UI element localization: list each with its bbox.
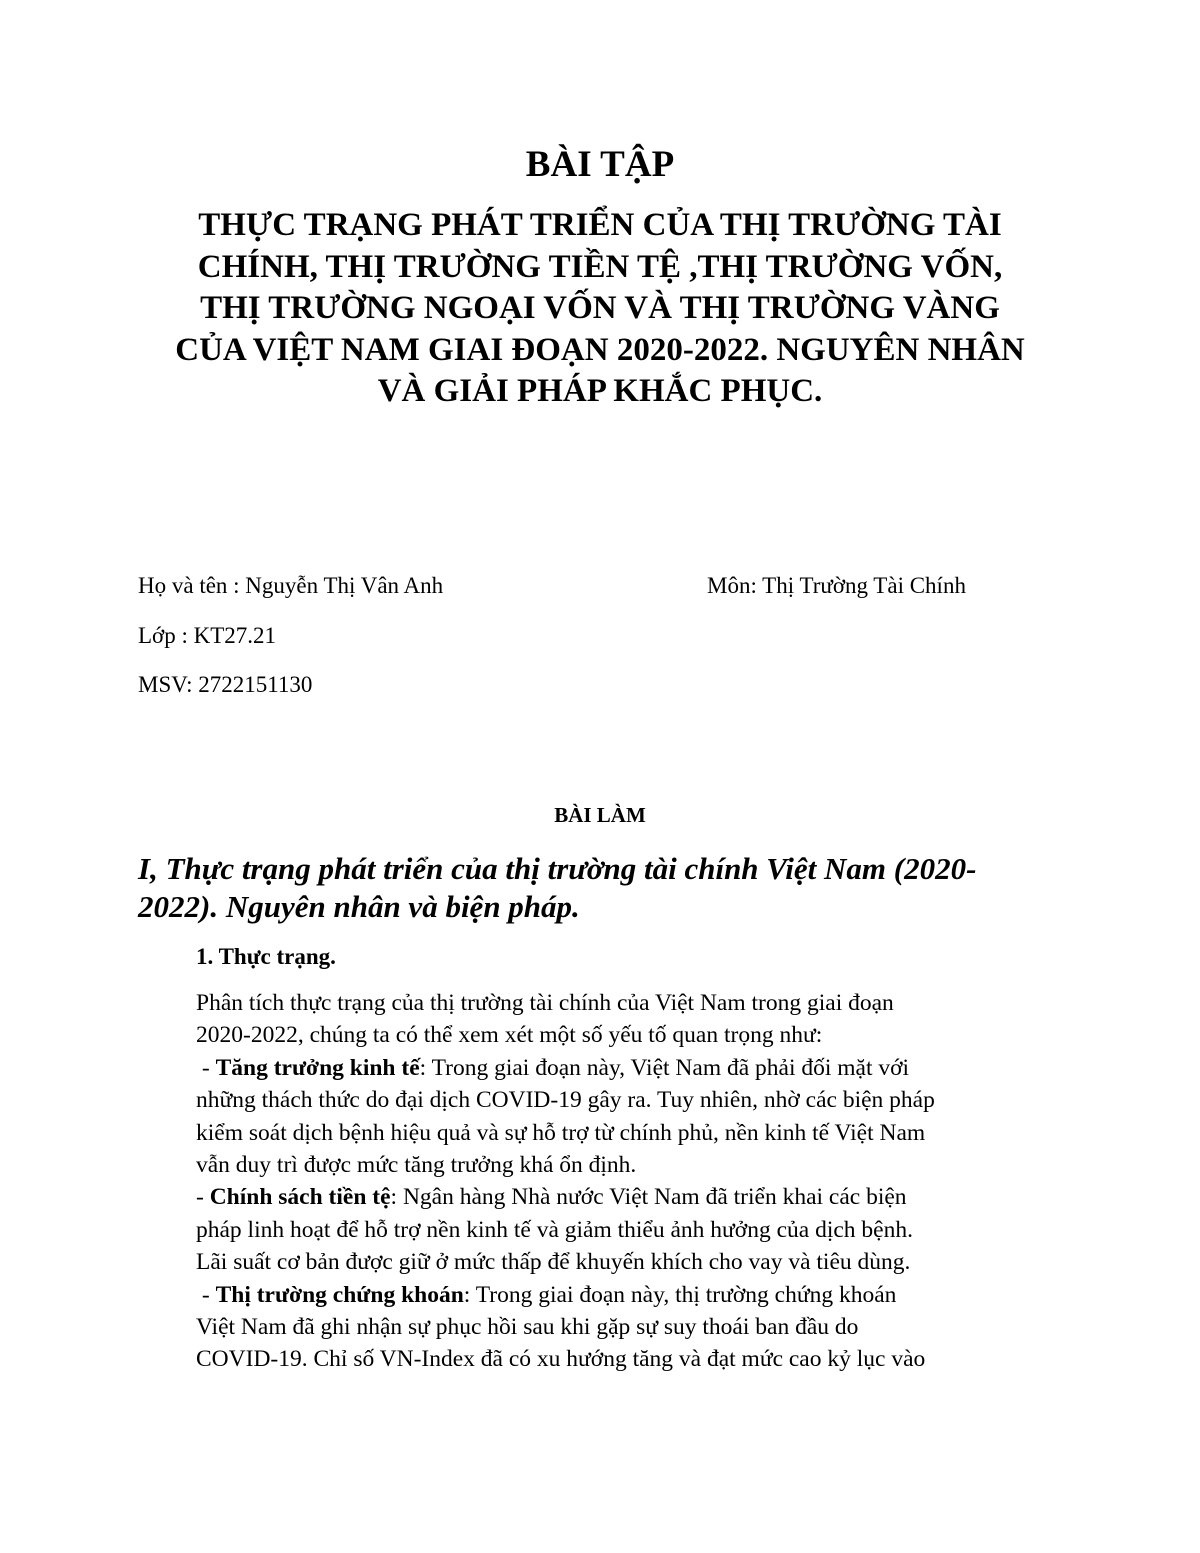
subtitle-line: THỊ TRƯỜNG NGOẠI VỐN VÀ THỊ TRƯỜNG VÀNG (200, 290, 1000, 326)
document-title: BÀI TẬP (525, 144, 675, 185)
bai-lam-heading: BÀI LÀM (554, 803, 646, 827)
intro-line: Phân tích thực trạng của thị trường tài chính của Việt Nam trong giai đoạn (196, 990, 894, 1016)
course-subject: Môn: Thị Trường Tài Chính (707, 573, 966, 598)
student-id: MSV: 2722151130 (138, 672, 313, 697)
monetary-first-line-rest: : Ngân hàng Nhà nước Việt Nam đã triển khai các biện (390, 1184, 907, 1211)
subtitle-line: CỦA VIỆT NAM GIAI ĐOẠN 2020-2022. NGUYÊN NHÂN (175, 331, 1025, 368)
monetary-line: pháp linh hoạt để hỗ trợ nền kinh tế và giảm thiểu ảnh hưởng của dịch bệnh. (196, 1216, 913, 1243)
stock-paragraph-first-line (196, 1279, 1066, 1311)
growth-label: Tăng trưởng kinh tế (215, 1054, 420, 1081)
stock-line: Việt Nam đã ghi nhận sự phục hồi sau khi gặp sự suy thoái ban đầu do (196, 1314, 859, 1341)
growth-line: những thách thức do đại dịch COVID-19 gây ra. Tuy nhiên, nhờ các biện pháp (196, 1087, 935, 1114)
stock-line: COVID-19. Chỉ số VN-Index đã có xu hướng tăng và đạt mức cao kỷ lục vào (196, 1346, 926, 1373)
monetary-line: Lãi suất cơ bản được giữ ở mức thấp để khuyến khích cho vay và tiêu dùng. (196, 1249, 911, 1276)
body-text (196, 987, 1066, 1376)
sub-heading: 1. Thực trạng. (196, 944, 336, 969)
subtitle-line: THỰC TRẠNG PHÁT TRIỂN CỦA THỊ TRƯỜNG TÀI (198, 207, 1002, 243)
bullet-prefix: - (196, 1281, 216, 1308)
growth-line: vẫn duy trì được mức tăng trưởng khá ổn định. (196, 1152, 637, 1179)
student-class: Lớp : KT27.21 (138, 623, 277, 648)
section-heading-line: I, Thực trạng phát triển của thị trường tài chính Việt Nam (2020- (138, 851, 977, 886)
stock-label: Thị trường chứng khoán (215, 1281, 464, 1308)
section-heading (138, 850, 1008, 926)
monetary-paragraph-first-line (196, 1181, 1066, 1213)
intro-line: 2020-2022, chúng ta có thể xem xét một số yếu tố quan trọng như: (196, 1022, 823, 1049)
section-heading-line: 2022). Nguyên nhân và biện pháp. (138, 889, 580, 924)
growth-paragraph-first-line (196, 1052, 1066, 1084)
student-name: Họ và tên : Nguyễn Thị Vân Anh (138, 573, 444, 598)
growth-line: kiểm soát dịch bệnh hiệu quả và sự hỗ trợ từ chính phủ, nền kinh tế Việt Nam (196, 1119, 926, 1146)
subtitle-line: VÀ GIẢI PHÁP KHẮC PHỤC. (377, 373, 823, 409)
document-subtitle (150, 205, 1050, 413)
monetary-label: Chính sách tiền tệ (209, 1184, 391, 1211)
subtitle-line: CHÍNH, THỊ TRƯỜNG TIỀN TỆ ,THỊ TRƯỜNG VỐN, (197, 248, 1003, 285)
stock-first-line-rest: : Trong giai đoạn này, thị trường chứng khoán (463, 1281, 897, 1308)
growth-first-line-rest: : Trong giai đoạn này, Việt Nam đã phải đối mặt với (419, 1054, 910, 1081)
bullet-prefix: - (196, 1054, 216, 1081)
bullet-prefix: - (196, 1184, 210, 1211)
